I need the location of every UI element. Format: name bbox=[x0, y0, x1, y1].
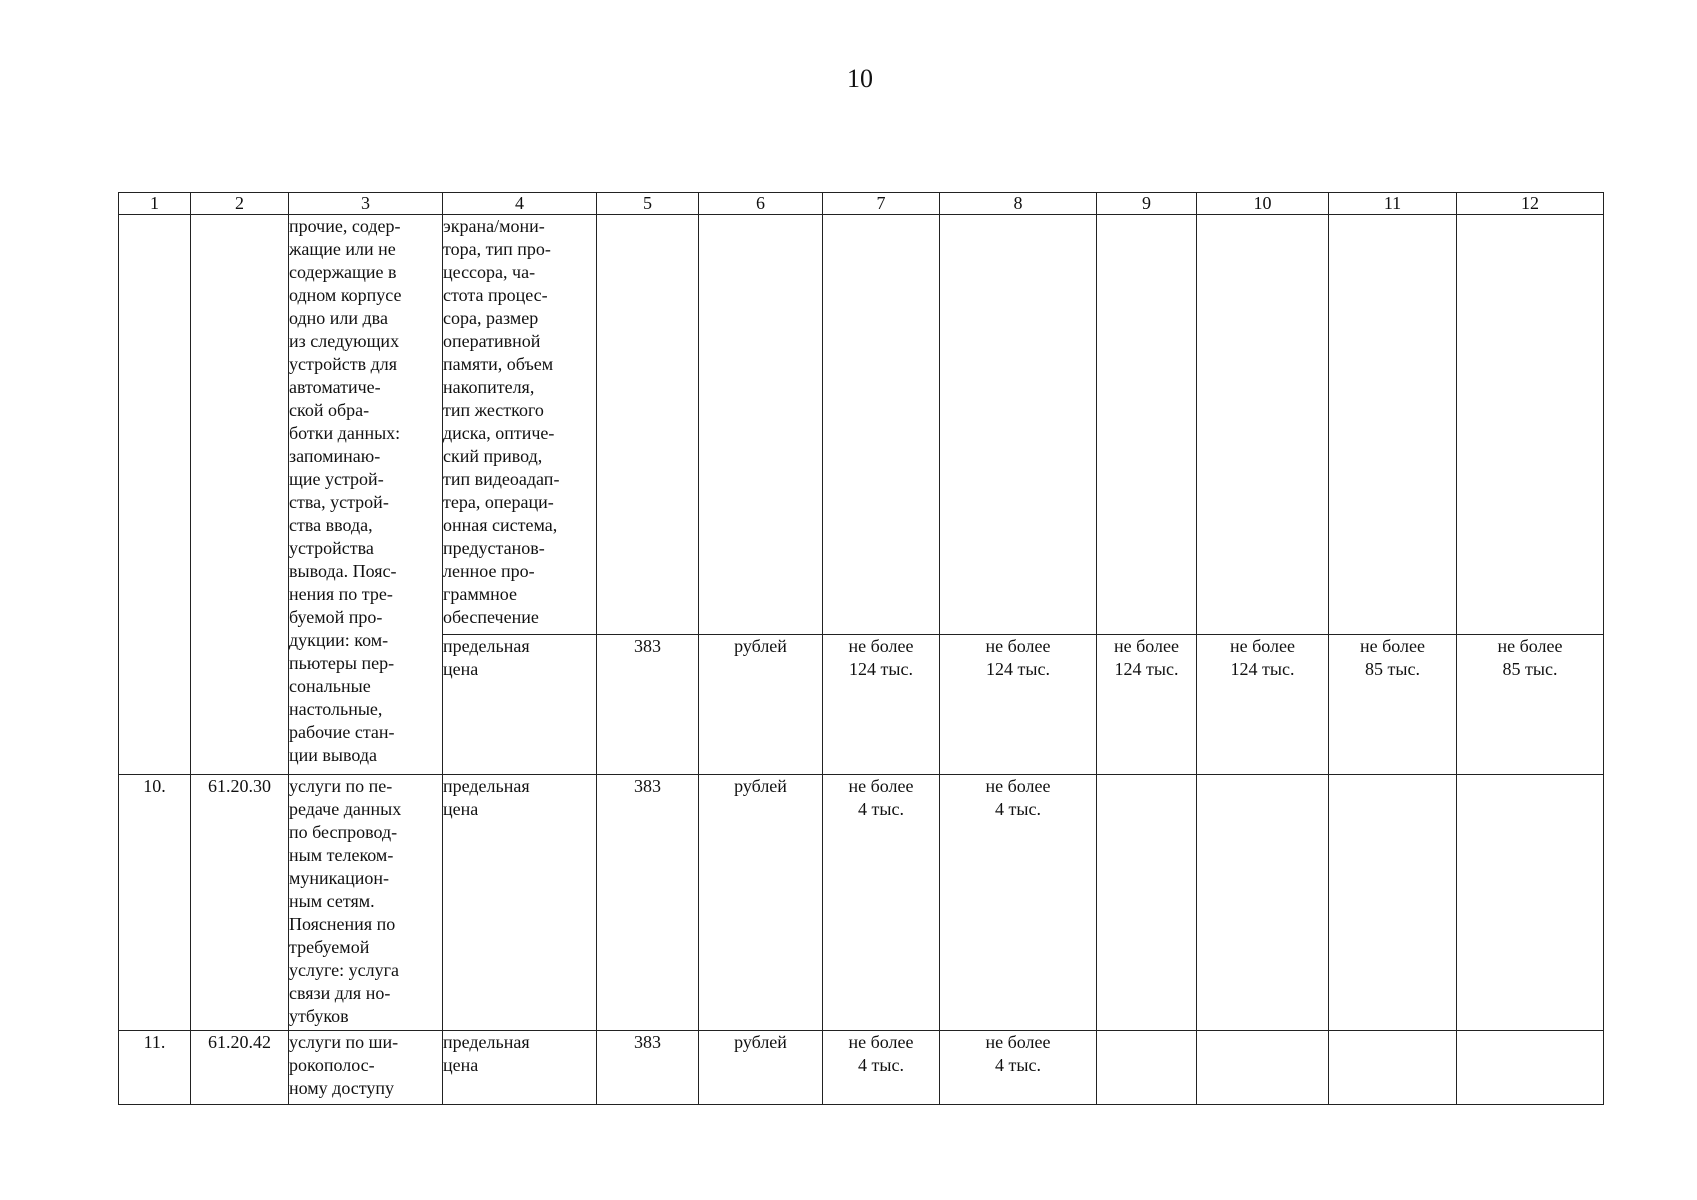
description-line: Пояснения по bbox=[289, 914, 396, 934]
cell-code: 61.20.30 bbox=[191, 775, 289, 1031]
cell-value bbox=[1097, 635, 1197, 775]
column-header: 3 bbox=[289, 193, 443, 215]
value-line: не более bbox=[1497, 636, 1563, 656]
value-line: не более bbox=[848, 776, 914, 796]
cell-unit: рублей bbox=[699, 1031, 823, 1105]
cell-value bbox=[1457, 635, 1604, 775]
value-line: не более bbox=[985, 636, 1051, 656]
page-number: 10 bbox=[847, 64, 873, 93]
column-header: 5 bbox=[597, 193, 699, 215]
cell-value bbox=[940, 775, 1097, 1031]
table-row bbox=[119, 1031, 1604, 1105]
characteristic-line: предельная bbox=[443, 776, 530, 796]
value-line: 124 тыс. bbox=[1230, 659, 1295, 679]
characteristic-line: стота процес- bbox=[443, 285, 548, 305]
characteristic-line: тера, операци- bbox=[443, 492, 554, 512]
cell-value bbox=[823, 635, 940, 775]
characteristic-line: ский привод, bbox=[443, 446, 543, 466]
cell-characteristic bbox=[443, 1031, 597, 1105]
cell-empty bbox=[1457, 1031, 1604, 1105]
value-line: 85 тыс. bbox=[1365, 659, 1420, 679]
column-header: 2 bbox=[191, 193, 289, 215]
description-line: запоминаю- bbox=[289, 446, 381, 466]
column-header: 1 bbox=[119, 193, 191, 215]
cell-unit: рублей bbox=[699, 635, 823, 775]
description-line: одном корпусе bbox=[289, 285, 402, 305]
cell-code: 61.20.42 bbox=[191, 1031, 289, 1105]
description-line: услуге: услуга bbox=[289, 960, 399, 980]
description-line: рокополос- bbox=[289, 1055, 375, 1075]
characteristic-line: оперативной bbox=[443, 331, 541, 351]
description-line: услуги по ши- bbox=[289, 1032, 399, 1052]
characteristic-line: предустанов- bbox=[443, 538, 545, 558]
description-line: требуемой bbox=[289, 937, 370, 957]
cell-description bbox=[289, 215, 443, 775]
value-line: 4 тыс. bbox=[995, 1055, 1041, 1075]
description-line: содержащие в bbox=[289, 262, 397, 282]
characteristic-line: ленное про- bbox=[443, 561, 535, 581]
characteristic-line: предельная bbox=[443, 1032, 530, 1052]
cell-empty bbox=[1197, 775, 1329, 1031]
value-line: 124 тыс. bbox=[986, 659, 1050, 679]
value-line: не более bbox=[1113, 636, 1179, 656]
description-line: утбуков bbox=[289, 1006, 349, 1026]
description-line: ства ввода, bbox=[289, 515, 373, 535]
value-line: не более bbox=[985, 1032, 1051, 1052]
description-line: настольные, bbox=[289, 699, 383, 719]
cell-okei-code: 383 bbox=[597, 635, 699, 775]
description-line: муникацион- bbox=[289, 868, 390, 888]
column-header: 12 bbox=[1457, 193, 1604, 215]
cell-description bbox=[289, 775, 443, 1031]
characteristic-line: цена bbox=[443, 1055, 479, 1075]
cell-value bbox=[940, 635, 1097, 775]
description-line: из следующих bbox=[289, 331, 400, 351]
description-line: редаче данных bbox=[289, 799, 402, 819]
characteristic-line: экрана/мони- bbox=[443, 216, 545, 236]
description-line: ботки данных: bbox=[289, 423, 401, 443]
description-line: ному доступу bbox=[289, 1078, 395, 1098]
description-line: буемой про- bbox=[289, 607, 383, 627]
description-line: ным сетям. bbox=[289, 891, 375, 911]
cell-value bbox=[940, 1031, 1097, 1105]
column-header: 4 bbox=[443, 193, 597, 215]
value-line: не более bbox=[1229, 636, 1295, 656]
cell-okei-code: 383 bbox=[597, 775, 699, 1031]
table-row bbox=[119, 775, 1604, 1031]
description-line: устройства bbox=[289, 538, 374, 558]
characteristic-line: накопителя, bbox=[443, 377, 535, 397]
description-line: дукции: ком- bbox=[289, 630, 389, 650]
value-line: не более bbox=[985, 776, 1051, 796]
cell-empty bbox=[597, 215, 699, 635]
value-line: 124 тыс. bbox=[1114, 659, 1179, 679]
cell-num: 11. bbox=[119, 1031, 191, 1105]
description-line: пьютеры пер- bbox=[289, 653, 395, 673]
value-line: 4 тыс. bbox=[995, 799, 1041, 819]
cell-characteristic bbox=[443, 635, 597, 775]
cell-empty bbox=[1329, 1031, 1457, 1105]
characteristic-line: тип жесткого bbox=[443, 400, 544, 420]
cell-num: 10. bbox=[119, 775, 191, 1031]
cell-code bbox=[191, 215, 289, 775]
characteristic-line: сора, размер bbox=[443, 308, 539, 328]
column-header: 10 bbox=[1197, 193, 1329, 215]
cell-empty bbox=[699, 215, 823, 635]
table-row-continuation-characteristics bbox=[119, 215, 1604, 635]
description-line: ным телеком- bbox=[289, 845, 394, 865]
cell-value bbox=[1197, 635, 1329, 775]
column-header: 8 bbox=[940, 193, 1097, 215]
cell-empty bbox=[1457, 215, 1604, 635]
cell-empty bbox=[1097, 215, 1197, 635]
description-line: связи для но- bbox=[289, 983, 391, 1003]
description-line: щие устрой- bbox=[289, 469, 384, 489]
description-line: сональные bbox=[289, 676, 371, 696]
cell-characteristic bbox=[443, 215, 597, 635]
column-header: 6 bbox=[699, 193, 823, 215]
characteristic-line: обеспечение bbox=[443, 607, 539, 627]
description-line: устройств для bbox=[289, 354, 397, 374]
cell-characteristic bbox=[443, 775, 597, 1031]
characteristic-line: граммное bbox=[443, 584, 517, 604]
value-line: 85 тыс. bbox=[1502, 659, 1558, 679]
characteristic-line: онная система, bbox=[443, 515, 558, 535]
description-line: нения по тре- bbox=[289, 584, 393, 604]
characteristic-line: диска, оптиче- bbox=[443, 423, 555, 443]
value-line: 124 тыс. bbox=[849, 659, 913, 679]
description-line: автоматиче- bbox=[289, 377, 381, 397]
data-table bbox=[118, 192, 1604, 1105]
cell-value bbox=[823, 1031, 940, 1105]
column-header: 7 bbox=[823, 193, 940, 215]
characteristic-line: памяти, объем bbox=[443, 354, 554, 374]
value-line: не более bbox=[1359, 636, 1425, 656]
description-line: ской обра- bbox=[289, 400, 370, 420]
cell-description bbox=[289, 1031, 443, 1105]
description-line: ства, устрой- bbox=[289, 492, 389, 512]
description-line: жащие или не bbox=[289, 239, 396, 259]
cell-empty bbox=[1457, 775, 1604, 1031]
cell-num bbox=[119, 215, 191, 775]
description-line: рабочие стан- bbox=[289, 722, 395, 742]
description-line: по беспровод- bbox=[289, 822, 398, 842]
value-line: не более bbox=[848, 636, 914, 656]
cell-empty bbox=[823, 215, 940, 635]
cell-empty bbox=[1097, 1031, 1197, 1105]
description-line: услуги по пе- bbox=[289, 776, 393, 796]
cell-empty bbox=[1197, 215, 1329, 635]
characteristic-line: тип видеоадап- bbox=[443, 469, 560, 489]
cell-value bbox=[823, 775, 940, 1031]
cell-empty bbox=[1329, 215, 1457, 635]
column-header: 11 bbox=[1329, 193, 1457, 215]
cell-empty bbox=[1097, 775, 1197, 1031]
characteristic-line: предельная bbox=[443, 636, 530, 656]
characteristic-line: цессора, ча- bbox=[443, 262, 536, 282]
header-row bbox=[119, 193, 1604, 215]
description-line: вывода. Пояс- bbox=[289, 561, 397, 581]
description-line: одно или два bbox=[289, 308, 388, 328]
characteristic-line: цена bbox=[443, 799, 479, 819]
cell-unit: рублей bbox=[699, 775, 823, 1031]
value-line: 4 тыс. bbox=[858, 1055, 904, 1075]
description-line: ции вывода bbox=[289, 745, 377, 765]
cell-empty bbox=[1197, 1031, 1329, 1105]
characteristic-line: тора, тип про- bbox=[443, 239, 551, 259]
column-header: 9 bbox=[1097, 193, 1197, 215]
cell-empty bbox=[1329, 775, 1457, 1031]
description-line: прочие, содер- bbox=[289, 216, 401, 236]
cell-okei-code: 383 bbox=[597, 1031, 699, 1105]
cell-value bbox=[1329, 635, 1457, 775]
cell-empty bbox=[940, 215, 1097, 635]
value-line: 4 тыс. bbox=[858, 799, 904, 819]
value-line: не более bbox=[848, 1032, 914, 1052]
characteristic-line: цена bbox=[443, 659, 479, 679]
